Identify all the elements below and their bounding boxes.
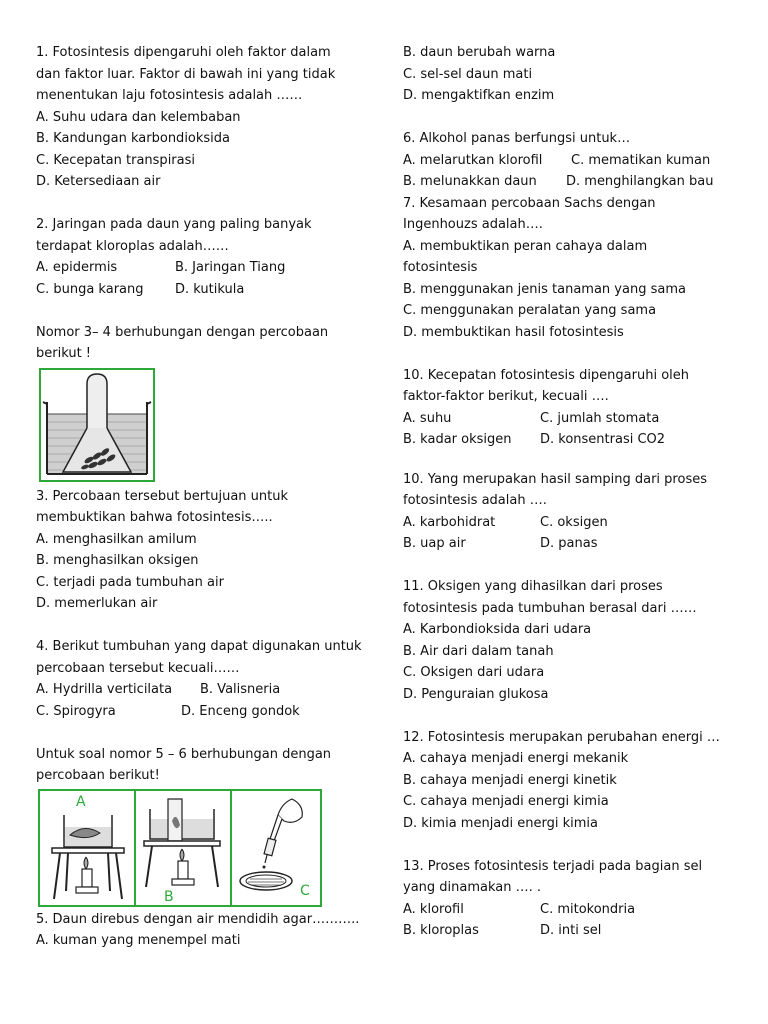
option-c: C. cahaya menjadi energi kimia: [403, 794, 609, 809]
option-row: [403, 171, 748, 193]
question-text: 3. Percobaan tersebut bertujuan untuk: [36, 488, 289, 504]
label-b: B: [164, 888, 174, 905]
question-1: [36, 42, 366, 193]
question-4: [36, 636, 366, 722]
question-text: Ingenhouzs adalah….: [403, 217, 543, 232]
right-column: [403, 42, 748, 942]
question-10a: [403, 365, 748, 451]
option-c: C. jumlah stomata: [540, 410, 660, 426]
option-d: D. mengaktifkan enzim: [403, 88, 555, 103]
question-text: menentukan laju fotosintesis adalah ……: [36, 88, 303, 103]
question-text: membuktikan bahwa fotosintesis…..: [36, 510, 273, 525]
option-a: A. suhu: [403, 410, 452, 426]
option-d: D. kimia menjadi energi kimia: [403, 815, 598, 831]
option-d: D. menghilangkan bau: [566, 174, 714, 189]
question-text: 1. Fotosintesis dipengaruhi oleh faktor dalam: [36, 45, 331, 60]
option-row: [403, 533, 748, 555]
option-d: D. kutikula: [175, 281, 245, 297]
option-c: C. oksigen: [540, 514, 608, 530]
option-row: [403, 408, 748, 430]
question-text: dan faktor luar. Faktor di bawah ini yang tidak: [36, 66, 336, 82]
intro-text: Untuk soal nomor 5 – 6 berhubungan dengan: [36, 746, 332, 762]
question-text: 6. Alkohol panas berfungsi untuk…: [403, 131, 631, 146]
option-d: D. Ketersediaan air: [36, 174, 161, 189]
option-a: A. klorofil: [403, 901, 464, 917]
option-a: A. melarutkan klorofil: [403, 152, 543, 168]
question-text: 7. Kesamaan percobaan Sachs dengan: [403, 195, 656, 211]
question-text: terdapat kloroplas adalah……: [36, 238, 229, 254]
intro-text: Nomor 3– 4 berhubungan dengan percobaan: [36, 324, 329, 340]
option-c: C. mematikan kuman: [571, 152, 711, 168]
left-column: [36, 42, 366, 952]
option-d: D. panas: [540, 536, 598, 551]
option-b: B. cahaya menjadi energi kinetik: [403, 772, 617, 788]
option-row: [36, 279, 366, 301]
option-row: [403, 899, 748, 921]
option-b: B. menggunakan jenis tanaman yang sama: [403, 281, 686, 297]
option-c: C. Oksigen dari udara: [403, 665, 545, 680]
option-c: C. Spirogyra: [36, 703, 116, 719]
figure-beaker-experiment: [39, 368, 155, 482]
panel-b: [136, 791, 232, 905]
option-d: D. Enceng gondok: [181, 703, 300, 719]
beaker-illustration: [41, 370, 153, 480]
option-a: A. menghasilkan amilum: [36, 531, 197, 547]
option-a: A. epidermis: [36, 260, 118, 275]
question-text: percobaan tersebut kecuali……: [36, 660, 240, 676]
option-d: D. konsentrasi CO2: [540, 432, 666, 447]
question-text: 11. Oksigen yang dihasilkan dari proses: [403, 579, 663, 594]
question-3: [36, 486, 366, 615]
question-text: 13. Proses fotosintesis terjadi pada bagian sel: [403, 858, 703, 874]
option-a: A. Karbondioksida dari udara: [403, 622, 592, 637]
question-text: 12. Fotosintesis merupakan perubahan energi …: [403, 729, 720, 745]
option-b: B. melunakkan daun: [403, 174, 537, 189]
option-row: [403, 429, 748, 451]
question-text: 10. Kecepatan fotosintesis dipengaruhi oleh: [403, 367, 690, 383]
option-b: B. kloroplas: [403, 923, 479, 938]
option-d: D. memerlukan air: [36, 596, 158, 611]
option-c: C. terjadi pada tumbuhan air: [36, 574, 224, 590]
option-c: C. menggunakan peralatan yang sama: [403, 303, 657, 318]
option-a: A. karbohidrat: [403, 514, 496, 530]
option-b: B. Jaringan Tiang: [175, 260, 286, 275]
question-text: 5. Daun direbus dengan air mendidih agar………..: [36, 911, 360, 927]
question-7: [403, 193, 748, 344]
intro-5-6: [36, 744, 366, 787]
question-text: 2. Jaringan pada daun yang paling banyak: [36, 217, 312, 232]
question-text: 4. Berikut tumbuhan yang dapat digunakan untuk: [36, 639, 362, 654]
option-a: A. cahaya menjadi energi mekanik: [403, 751, 629, 766]
option-d: D. membuktikan hasil fotosintesis: [403, 324, 624, 340]
option-row: [36, 257, 366, 279]
option-row: [36, 701, 366, 723]
option-b: B. daun berubah warna: [403, 45, 556, 60]
intro-text: berikut !: [36, 346, 92, 361]
question-text: 10. Yang merupakan hasil samping dari proses: [403, 471, 707, 487]
option-b: B. kadar oksigen: [403, 432, 512, 447]
option-b: B. menghasilkan oksigen: [36, 553, 199, 568]
option-row: [403, 920, 748, 942]
question-5-continued: [403, 42, 748, 107]
question-text: yang dinamakan …. .: [403, 880, 542, 895]
label-a: A: [76, 793, 86, 810]
option-b: B. Valisneria: [200, 682, 281, 697]
option-d: D. Penguraian glukosa: [403, 686, 549, 702]
option-a: A. Hydrilla verticilata: [36, 682, 173, 697]
option-c: C. Kecepatan transpirasi: [36, 152, 195, 168]
question-11: [403, 576, 748, 705]
option-c: C. sel-sel daun mati: [403, 66, 533, 82]
intro-3-4: [36, 322, 366, 365]
option-row: [403, 150, 748, 172]
option-c: C. mitokondria: [540, 901, 636, 917]
question-text: fotosintesis pada tumbuhan berasal dari ……: [403, 600, 697, 616]
alcohol-beaker-illustration: [136, 791, 230, 905]
option-b: B. uap air: [403, 536, 466, 551]
option-a: A. kuman yang menempel mati: [36, 933, 241, 948]
intro-text: percobaan berikut!: [36, 768, 160, 783]
option-b: B. Air dari dalam tanah: [403, 643, 554, 659]
panel-c: [232, 791, 326, 905]
option-row: [36, 679, 366, 701]
option-a-continued: fotosintesis: [403, 260, 478, 275]
question-12: [403, 727, 748, 835]
question-13: [403, 856, 748, 942]
boiling-beaker-illustration: [40, 791, 134, 905]
option-c: C. bunga karang: [36, 281, 144, 297]
option-a: A. Suhu udara dan kelembaban: [36, 109, 241, 125]
question-2: [36, 214, 366, 300]
option-a: A. membuktikan peran cahaya dalam: [403, 238, 648, 254]
option-b: B. Kandungan karbondioksida: [36, 131, 231, 146]
figure-leaf-experiment: [38, 789, 322, 907]
question-10b: [403, 469, 748, 555]
option-d: D. inti sel: [540, 923, 602, 938]
iodine-test-illustration: [232, 791, 326, 905]
question-5: [36, 909, 366, 952]
question-text: faktor-faktor berikut, kecuali ….: [403, 389, 609, 404]
panel-a: [40, 791, 136, 905]
label-c: C: [300, 882, 310, 899]
question-text: fotosintesis adalah ….: [403, 493, 547, 508]
question-6: [403, 128, 748, 193]
option-row: [403, 512, 748, 534]
